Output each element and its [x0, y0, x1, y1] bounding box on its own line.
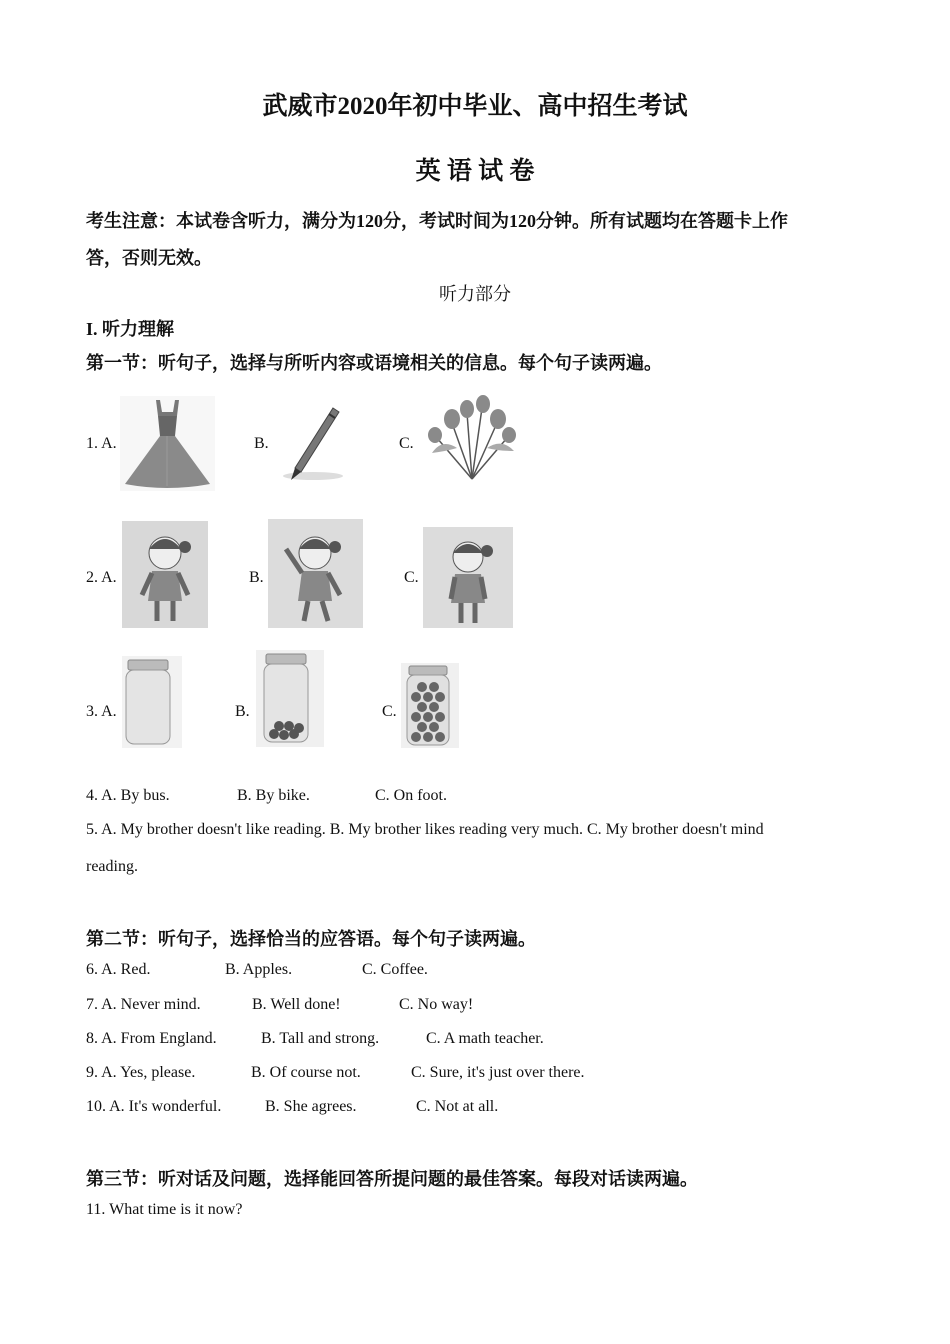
q10-option-b: B. She agrees. [265, 1098, 357, 1115]
q6-option-a: 6. A. Red. [86, 961, 151, 978]
q6-option-c: C. Coffee. [362, 961, 428, 978]
q3-label-a: 3. A. [86, 703, 117, 720]
q7-option-c: C. No way! [399, 996, 474, 1013]
q9-option-a: 9. A. Yes, please. [86, 1064, 196, 1081]
q4-option-a: 4. A. By bus. [86, 787, 170, 804]
dress-icon [120, 396, 215, 491]
exam-title: 武威市2020年初中毕业、高中招生考试 [262, 93, 688, 120]
q10-option-c: C. Not at all. [416, 1098, 499, 1115]
q1-label-b: B. [254, 435, 269, 452]
notice-line-1: 考生注意：本试卷含听力，满分为120分，考试时间为120分钟。所有试题均在答题卡上作 [86, 211, 788, 231]
q6-option-b: B. Apples. [225, 961, 293, 978]
notice-line-2: 答，否则无效。 [86, 248, 212, 268]
q9-option-c: C. Sure, it's just over there. [411, 1064, 585, 1081]
q4-option-b: B. By bike. [237, 787, 310, 804]
jar-icon [256, 650, 324, 747]
q11-question: 11. What time is it now? [86, 1201, 243, 1218]
q10-option-a: 10. A. It's wonderful. [86, 1098, 222, 1115]
jar-icon [122, 656, 182, 748]
pen-icon [275, 402, 355, 484]
q5-line-2: reading. [86, 858, 138, 875]
girl-icon [268, 519, 363, 628]
sec2-heading: 第二节：听句子，选择恰当的应答语。每个句子读两遍。 [86, 929, 536, 949]
q9-option-b: B. Of course not. [251, 1064, 361, 1081]
q2-label-b: B. [249, 569, 264, 586]
q3-label-c: C. [382, 703, 397, 720]
q1-label-a: 1. A. [86, 435, 117, 452]
exam-subtitle: 英 语 试 卷 [415, 158, 535, 185]
sec3-heading: 第三节：听对话及问题，选择能回答所提问题的最佳答案。每段对话读两遍。 [86, 1169, 698, 1189]
q8-option-a: 8. A. From England. [86, 1030, 217, 1047]
section-heading: I. 听力理解 [86, 319, 175, 339]
jar-icon [401, 663, 459, 748]
flowers-icon [422, 393, 522, 483]
q1-label-c: C. [399, 435, 414, 452]
q8-option-c: C. A math teacher. [426, 1030, 544, 1047]
sec1-heading: 第一节：听句子，选择与所听内容或语境相关的信息。每个句子读两遍。 [86, 353, 662, 373]
q4-option-c: C. On foot. [375, 787, 447, 804]
girl-icon [122, 521, 208, 628]
listening-part-title: 听力部分 [439, 284, 511, 304]
q7-option-b: B. Well done! [252, 996, 341, 1013]
q2-label-c: C. [404, 569, 419, 586]
q2-label-a: 2. A. [86, 569, 117, 586]
q8-option-b: B. Tall and strong. [261, 1030, 380, 1047]
girl-icon [423, 527, 513, 628]
q3-label-b: B. [235, 703, 250, 720]
q7-option-a: 7. A. Never mind. [86, 996, 201, 1013]
q5-line-1: 5. A. My brother doesn't like reading. B. My brother likes reading very much. C. My brother doesn't mind [86, 821, 764, 838]
